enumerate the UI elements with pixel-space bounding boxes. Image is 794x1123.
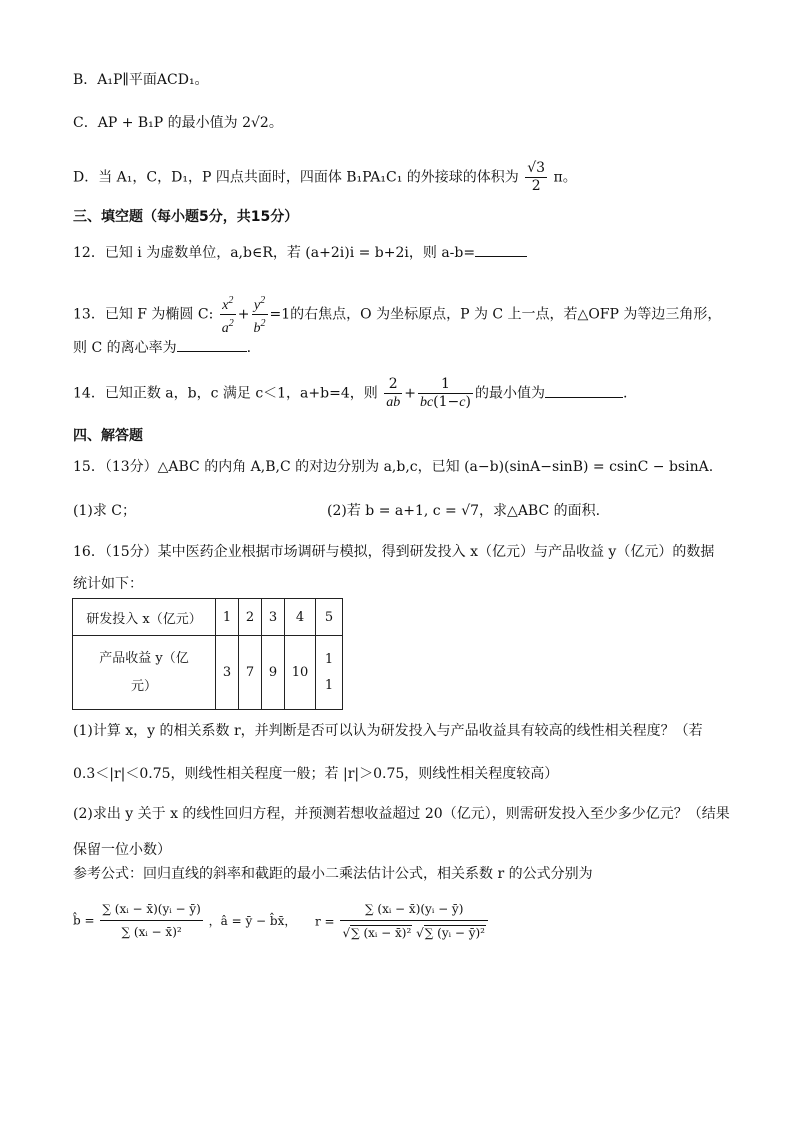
- formula-correlation-numerator: ∑ (xᵢ − x̄)(yᵢ − ȳ): [340, 898, 488, 921]
- question-16-part2: (2)求出 y 关于 x 的线性回归方程，并预测若想收益超过 20（亿元），则需研发投入至少多少亿元？（结果: [73, 806, 730, 822]
- option-d-text: D．当 A₁，C，D₁，P 四点共面时，四面体 B₁PA₁C₁ 的外接球的体积为: [73, 169, 519, 186]
- table-cell: 4: [285, 599, 316, 636]
- answer-blank: [545, 383, 623, 398]
- formula-correlation-denominator: √∑ (xᵢ − x̄)² √∑ (yᵢ − ȳ)²: [342, 926, 485, 940]
- section-fill-blank-heading: 三、填空题（每小题5分，共15分）: [73, 209, 299, 225]
- table-header-y-line2: 元）: [130, 678, 157, 694]
- question-14-rest: 的最小值为: [474, 385, 545, 402]
- sqrt-term-y: ∑ (yᵢ − ȳ)²: [424, 926, 485, 940]
- formula-slope-lhs: b̂ =: [73, 913, 95, 928]
- question-16: 16．（15分）某中医药企业根据市场调研与模拟，得到研发投入 x（亿元）与产品收益 y（亿元）的数据: [73, 544, 715, 560]
- answer-blank: [475, 242, 527, 257]
- ellipse-term-x: $\frac{x^2}{a^2}$: [220, 292, 236, 337]
- table-cell: 10: [285, 636, 316, 710]
- table-row: [73, 599, 343, 636]
- formula-slope-denominator: ∑ (xᵢ − x̄)²: [121, 925, 182, 939]
- option-b: B．A₁P∥平面ACD₁。: [73, 72, 209, 88]
- question-16-line2: 统计如下：: [73, 576, 143, 592]
- sqrt-term-x: ∑ (xᵢ − x̄)²: [351, 926, 412, 940]
- question-13: 13．已知 F 为椭圆 C: $\frac{x^2}{a^2}$ + $\frac{y^2}{b^2}$ =1的右焦点，O 为坐标原点，P 为 C 上一点，若△OFP 为等边三角形，: [73, 292, 721, 337]
- formula-correlation-lhs: r =: [315, 914, 335, 929]
- formula-intercept: ，â = ȳ − b̂x̄，: [208, 914, 297, 928]
- ellipse-term-y: $\frac{y^2}{b^2}$: [252, 292, 268, 337]
- formula-correlation-fraction: [340, 898, 488, 945]
- answer-blank: [177, 337, 247, 352]
- question-12: [73, 242, 527, 263]
- option-d-end: π。: [553, 169, 577, 186]
- option-d-fraction: [525, 160, 547, 195]
- option-c: C．AP + B₁P 的最小值为 2√2。: [73, 115, 283, 131]
- formula-slope-fraction: [100, 898, 202, 943]
- table-cell: 3: [262, 599, 285, 636]
- question-13-text: 13．已知 F 为椭圆 C:: [73, 306, 214, 323]
- reference-formulas-intro: 参考公式：回归直线的斜率和截距的最小二乘法估计公式，相关系数 r 的公式分别为: [73, 866, 593, 882]
- table-header-x: 研发投入 x（亿元）: [73, 599, 216, 636]
- fraction-1-over-bc: $\frac{1}{bc(1-c)}$: [419, 376, 471, 410]
- question-13-line2: 则 C 的离心率为 .: [73, 337, 251, 358]
- formula-correlation: [315, 898, 490, 945]
- fraction-numerator: √3: [527, 160, 546, 176]
- question-15-part2: (2)若 b = a+1, c = √7，求△ABC 的面积.: [327, 503, 601, 519]
- table-header-y-line1: 产品收益 y（亿: [99, 650, 189, 666]
- table-row: [73, 636, 343, 710]
- question-12-text: 12．已知 i 为虚数单位，a,b∈R，若 (a+2i)i = b+2i，则 a-b=: [73, 245, 476, 261]
- question-16-part1: (1)计算 x，y 的相关系数 r，并判断是否可以认为研发投入与产品收益具有较高的线性相关程度？（若: [73, 723, 703, 739]
- formula-slope: [73, 898, 296, 943]
- question-13-rest: 的右焦点，O 为坐标原点，P 为 C 上一点，若△OFP 为等边三角形，: [290, 306, 722, 323]
- table-cell-line1: 1: [324, 651, 334, 667]
- fraction-denominator: 2: [531, 178, 541, 194]
- question-14-text: 14．已知正数 a，b，c 满足 c＜1，a+b=4，则: [73, 385, 378, 402]
- table-cell: 9: [262, 636, 285, 710]
- formula-slope-numerator: ∑ (xᵢ − x̄)(yᵢ − ȳ): [100, 898, 202, 921]
- table-cell: 3: [216, 636, 239, 710]
- table-header-y: [73, 636, 216, 710]
- table-cell: 7: [239, 636, 262, 710]
- question-15: 15．（13分）△ABC 的内角 A,B,C 的对边分别为 a,b,c，已知 (a−b)(sinA−sinB) = csinC − bsinA.: [73, 459, 714, 475]
- fraction-2-over-ab: $\frac{2}{ab}$: [386, 376, 401, 410]
- table-cell-line2: 1: [324, 677, 334, 693]
- table-cell: 1: [216, 599, 239, 636]
- option-d: [73, 160, 577, 195]
- data-table: [72, 598, 343, 710]
- question-14: 14．已知正数 a，b，c 满足 c＜1，a+b=4，则 $\frac{2}{ab}$ + $\frac{1}{bc(1-c)}$ 的最小值为 .: [73, 376, 628, 410]
- question-16-part2-line2: 保留一位小数）: [73, 842, 171, 858]
- question-16-part1-note: 0.3＜|r|＜0.75，则线性相关程度一般；若 |r|＞0.75，则线性相关程度较高）: [73, 766, 559, 782]
- table-cell: 2: [239, 599, 262, 636]
- table-cell: 5: [316, 599, 343, 636]
- question-15-part1: (1)求 C；: [73, 503, 136, 519]
- table-cell: [316, 636, 343, 710]
- section-answers-heading: 四、解答题: [73, 428, 143, 444]
- question-13-line2-text: 则 C 的离心率为: [73, 340, 177, 356]
